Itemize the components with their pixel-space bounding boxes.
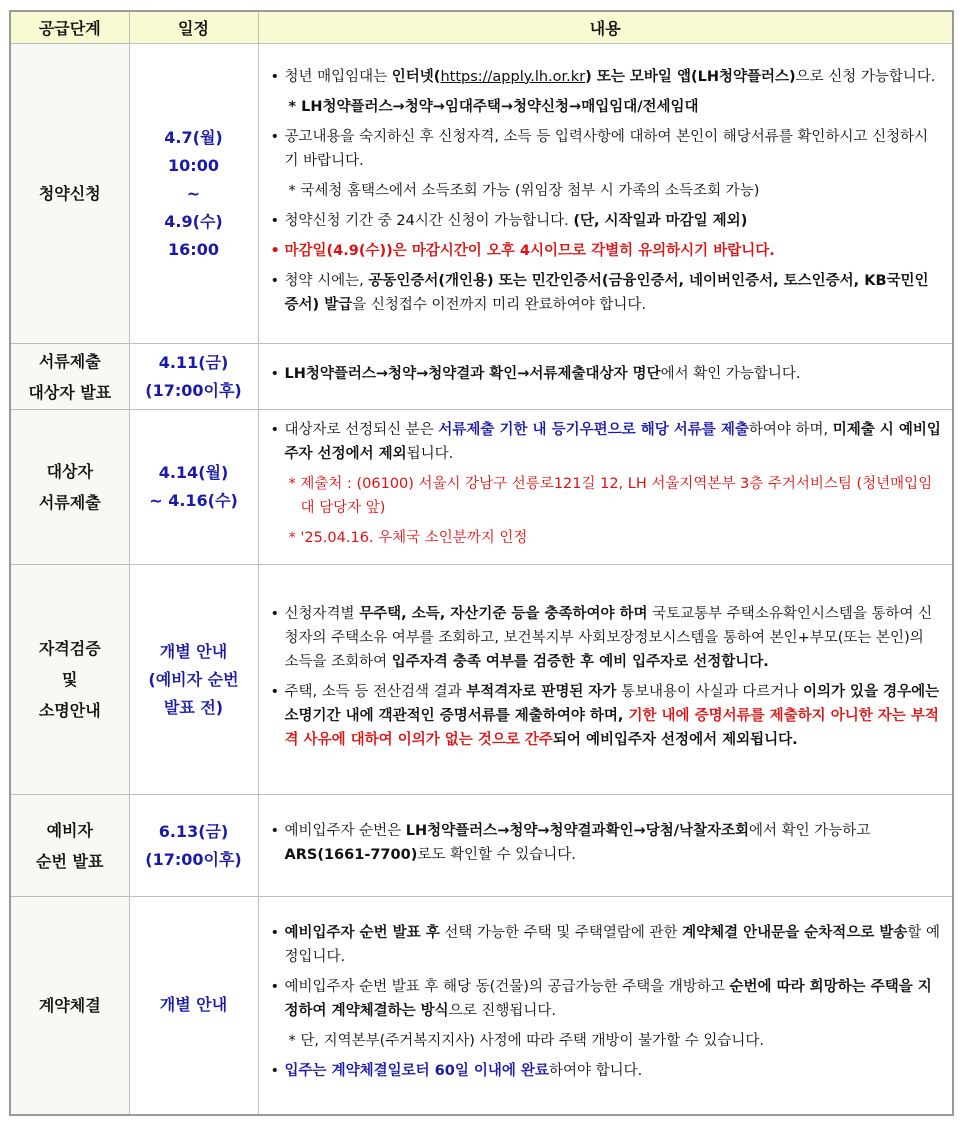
bullet-item: • 공고내용을 숙지하신 후 신청자격, 소득 등 입력사항에 대하여 본인이 해당서류를 확인하시고 신청하시기 바랍니다. (271, 125, 943, 173)
content-cell (258, 795, 953, 897)
date-cell: 6.13(금) (17:00이후) (129, 795, 258, 897)
content-cell (258, 897, 953, 1115)
note-item: * 단, 지역본부(주거복지지사) 사정에 따라 주택 개방이 불가할 수 있습니다. (288, 1033, 764, 1050)
bullet-item: • 주택, 소득 등 전산검색 결과 부적격자로 판명된 자가 통보내용이 사실과 다르거나 이의가 있을 경우에는 소명기간 내에 객관적인 증명서류를 제출하여야 하며, 기한 내에 증명서류를 제출하지 아니한 자는 부적격 사유에 대하여 이의가 없는 것으로 간주되어 예비입주자 선정에서 제외됩니다. (271, 680, 943, 752)
content-cell (258, 565, 953, 795)
content-cell (258, 410, 953, 565)
header-content: 내용 (258, 11, 953, 44)
content-cell (258, 344, 953, 410)
bullet-item: • 청약신청 기간 중 24시간 신청이 가능합니다. (단, 시작일과 마감일 제외) (271, 209, 943, 233)
postmark-note: * '25.04.16. 우체국 소인분까지 인정 (288, 530, 528, 546)
stage-cell: 서류제출 대상자 발표 (10, 344, 129, 410)
date-cell: 4.14(월) ~ 4.16(수) (129, 410, 258, 565)
table-row-contract (10, 897, 953, 1115)
bullet-item: • 신청자격별 무주택, 소득, 자산기준 등을 충족하여야 하며 국토교통부 주택소유확인시스템을 통하여 신청자의 주택소유 여부를 조회하고, 보건복지부 사회보장정보시스템을 통하여 본인+부모(또는 본인)의 소득을 조회하여 입주자격 충족 여부를 검증한 후 예비 입주자로 선정합니다. (271, 602, 943, 674)
stage-cell: 대상자 서류제출 (10, 410, 129, 565)
note-item: * LH청약플러스→청약→임대주택→청약신청→매입임대/전세임대 (288, 98, 699, 115)
bullet-item: • LH청약플러스→청약→청약결과 확인→서류제출대상자 명단에서 확인 가능합니다. (271, 362, 943, 386)
bullet-item: • 청년 매입임대는 인터넷(https://apply.lh.or.kr) 또는 모바일 앱(LH청약플러스)으로 신청 가능합니다. (271, 65, 943, 89)
date-line: 10:00 (168, 155, 219, 175)
stage-cell: 자격검증 및 소명안내 (10, 565, 129, 795)
bullet-item: • 예비입주자 순번 발표 후 해당 동(건물)의 공급가능한 주택을 개방하고 순번에 따라 희망하는 주택을 지정하여 계약체결하는 방식으로 진행됩니다. (271, 975, 943, 1023)
date-line: 4.9(수) (164, 211, 223, 231)
bullet-item: • 예비입주자 순번은 LH청약플러스→청약→청약결과확인→당첨/낙찰자조회에서 확인 가능하고 ARS(1661-7700)로도 확인할 수 있습니다. (271, 819, 943, 867)
submission-address-note: * 제출처 : (06100) 서울시 강남구 선릉로121길 12, LH 서울지역본부 3층 주거서비스팀 (청년매입임대 담당자 앞) (288, 476, 933, 516)
apply-site-link[interactable]: https://apply.lh.or.kr (440, 68, 586, 85)
note-item: * 국세청 홈택스에서 소득조회 가능 (위임장 첨부 시 가족의 소득조회 가능) (288, 182, 760, 199)
bullet-item: • 대상자로 선정되신 분은 서류제출 기한 내 등기우편으로 해당 서류를 제출하여야 하며, 미제출 시 예비입주자 선정에서 제외됩니다. (271, 418, 943, 466)
bullet-item: • 청약 시에는, 공동인증서(개인용) 또는 민간인증서(금융인증서, 네이버인증서, 토스인증서, KB국민인증서) 발급을 신청접수 이전까지 미리 완료하여야 합니다. (271, 269, 943, 317)
date-line: ~ (186, 183, 201, 203)
supply-schedule-table (9, 10, 954, 1116)
date-cell (129, 44, 258, 344)
table-row-application (10, 44, 953, 344)
header-date: 일정 (129, 11, 258, 44)
table-row-document-target-announcement (10, 344, 953, 410)
deadline-warning: • 마감일(4.9(수))은 마감시간이 오후 4시이므로 각별히 유의하시기 바랍니다. (271, 239, 943, 263)
header-stage: 공급단계 (10, 11, 129, 44)
table-row-eligibility-verification (10, 565, 953, 795)
date-cell: 개별 안내 (129, 897, 258, 1115)
date-cell: 4.11(금) (17:00이후) (129, 344, 258, 410)
date-line: 4.7(월) (164, 127, 223, 147)
bullet-item: • 입주는 계약체결일로터 60일 이내에 완료하여야 합니다. (271, 1059, 943, 1083)
date-cell: 개별 안내 (예비자 순번 발표 전) (129, 565, 258, 795)
table-row-waitlist-announcement (10, 795, 953, 897)
table-header-row (10, 11, 953, 44)
bullet-item: • 예비입주자 순번 발표 후 선택 가능한 주택 및 주택열람에 관한 계약체결 안내문을 순차적으로 발송할 예정입니다. (271, 921, 943, 969)
stage-cell: 청약신청 (10, 44, 129, 344)
date-line: 16:00 (168, 239, 219, 259)
table-row-document-submission (10, 410, 953, 565)
stage-cell: 계약체결 (10, 897, 129, 1115)
content-cell (258, 44, 953, 344)
stage-cell: 예비자 순번 발표 (10, 795, 129, 897)
